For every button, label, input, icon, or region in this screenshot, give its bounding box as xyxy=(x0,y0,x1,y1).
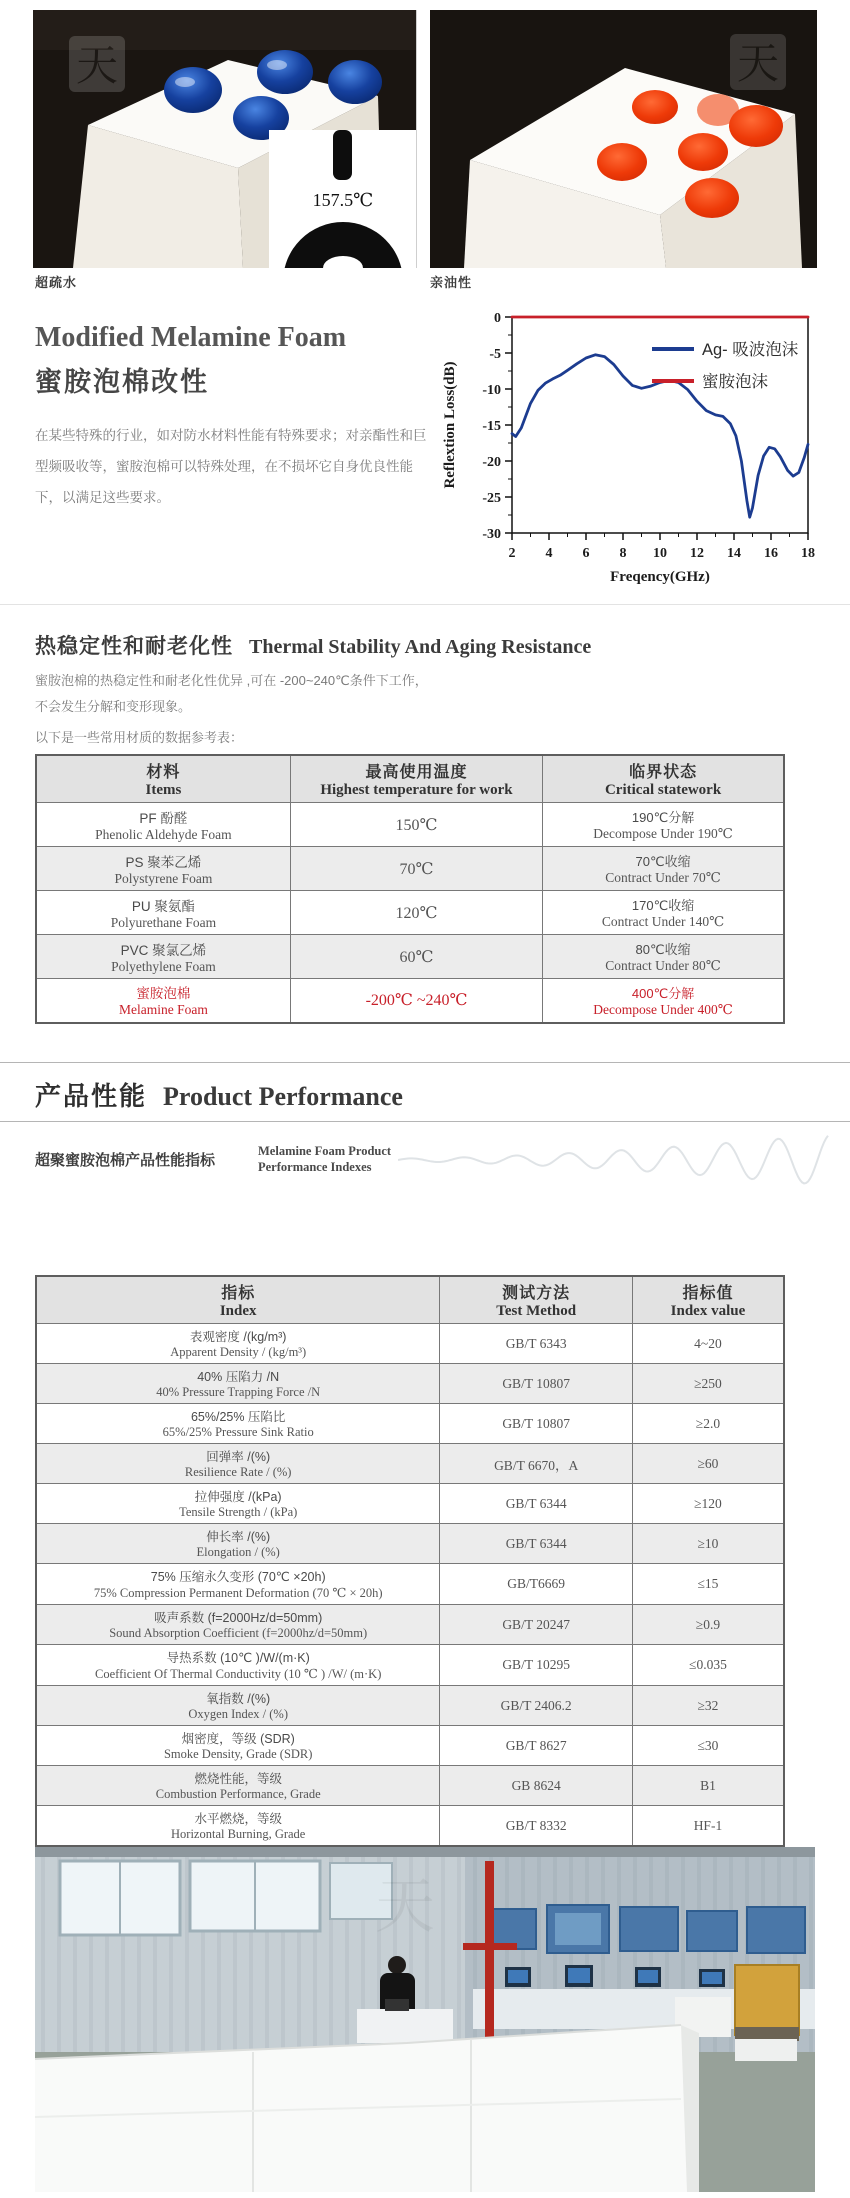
material-cell xyxy=(36,847,290,891)
index-zh: 回弹率 /(%) xyxy=(206,1450,271,1464)
foam-piece xyxy=(735,2039,797,2061)
state-zh: 80℃收缩 xyxy=(635,942,691,957)
index-value: ≥250 xyxy=(694,1375,722,1391)
x-tick-label: 12 xyxy=(690,546,704,561)
index-cell xyxy=(36,1686,440,1726)
table-row xyxy=(36,1806,784,1847)
x-tick-label: 18 xyxy=(801,546,815,561)
y-tick-label: -30 xyxy=(482,527,501,542)
state-en: Decompose Under 190℃ xyxy=(593,826,733,841)
temperature-value: 150℃ xyxy=(395,816,438,834)
temperature-cell xyxy=(290,935,542,979)
section-divider xyxy=(0,1121,850,1122)
thermal-header-cell xyxy=(543,755,784,803)
y-tick-label: -25 xyxy=(482,491,501,506)
value-cell xyxy=(632,1444,784,1484)
table-row xyxy=(36,935,784,979)
index-en: 75% Compression Permanent Deformation (70 ℃ × 20h) xyxy=(93,1586,383,1600)
method-cell xyxy=(440,1564,633,1605)
yellow-machine xyxy=(735,1965,799,2041)
material-zh: PF 酚醛 xyxy=(139,810,188,826)
table-row xyxy=(36,1686,784,1726)
thermal-paragraph-line1: 蜜胺泡棉的热稳定性和耐老化性优异 ,可在 -200~240℃条件下工作， xyxy=(35,673,428,688)
index-value: ≥60 xyxy=(697,1455,719,1471)
method-cell xyxy=(440,1444,633,1484)
performance-section-heading xyxy=(35,1076,403,1113)
header-zh: 测试方法 xyxy=(502,1285,571,1302)
material-en: Polystyrene Foam xyxy=(114,870,213,886)
header-en: Highest temperature for work xyxy=(320,782,513,798)
thermal-paragraph xyxy=(35,668,428,720)
reflection-loss-chart xyxy=(436,309,828,595)
index-value: ≥2.0 xyxy=(695,1415,721,1431)
thermal-header-cell xyxy=(290,755,542,803)
method-cell xyxy=(440,1806,633,1847)
method-cell xyxy=(440,1605,633,1645)
table-row xyxy=(36,1564,784,1605)
index-zh: 65%/25% 压陷比 xyxy=(190,1410,286,1424)
legend-label: 蜜胺泡沫 xyxy=(702,373,768,391)
index-cell xyxy=(36,1444,440,1484)
table-row xyxy=(36,1726,784,1766)
factory-photo xyxy=(35,1847,815,2192)
index-cell xyxy=(36,1726,440,1766)
material-zh: 蜜胺泡棉 xyxy=(136,986,191,1002)
value-cell xyxy=(632,1645,784,1686)
table-row xyxy=(36,1484,784,1524)
value-cell xyxy=(632,1605,784,1645)
hero-photo-superhydrophobic xyxy=(33,10,417,268)
performance-heading-zh: 产品性能 xyxy=(35,1081,148,1111)
material-cell xyxy=(36,935,290,979)
method-value: GB/T 20247 xyxy=(502,1616,570,1632)
method-cell xyxy=(440,1404,633,1444)
state-en: Contract Under 70℃ xyxy=(605,870,721,885)
thermal-table-intro: 以下是一些常用材质的数据参考表： xyxy=(35,730,244,745)
state-zh: 70℃收缩 xyxy=(635,854,691,869)
section-divider xyxy=(0,604,850,605)
performance-table xyxy=(35,1275,785,1847)
index-en: Tensile Strength / (kPa) xyxy=(179,1505,298,1519)
contact-angle-inset xyxy=(269,130,417,268)
table-row xyxy=(36,803,784,847)
temperature-value: 70℃ xyxy=(399,860,434,878)
table-row xyxy=(36,1766,784,1806)
value-cell xyxy=(632,1404,784,1444)
state-en: Decompose Under 400℃ xyxy=(593,1001,733,1017)
index-zh: 导热系数 (10℃ )/W/(m·K) xyxy=(166,1651,310,1665)
x-tick-label: 14 xyxy=(727,546,741,561)
x-tick-label: 10 xyxy=(653,546,667,561)
critical-state-cell xyxy=(543,979,784,1023)
wave-decoration xyxy=(398,1132,832,1193)
header-zh: 材料 xyxy=(146,764,181,781)
thermal-heading-zh: 热稳定性和耐老化性 xyxy=(35,635,233,658)
index-en: Smoke Density, Grade (SDR) xyxy=(163,1747,313,1761)
temperature-cell xyxy=(290,803,542,847)
table-row xyxy=(36,847,784,891)
x-tick-label: 2 xyxy=(508,546,516,561)
method-value: GB/T 10807 xyxy=(502,1375,570,1391)
header-zh: 最高使用温度 xyxy=(365,764,468,781)
method-cell xyxy=(440,1364,633,1404)
index-zh: 燃烧性能，等级 xyxy=(194,1772,282,1786)
index-en: Horizontal Burning, Grade xyxy=(171,1827,306,1841)
performance-header-cell xyxy=(440,1276,633,1324)
table-row xyxy=(36,1324,784,1364)
index-cell xyxy=(36,1605,440,1645)
thermal-table-header xyxy=(36,755,784,803)
header-zh: 临界状态 xyxy=(629,764,698,781)
method-value: GB/T 6344 xyxy=(505,1495,567,1511)
x-axis-title: Freqency(GHz) xyxy=(610,569,710,585)
y-tick-label: 0 xyxy=(494,311,501,326)
value-cell xyxy=(632,1324,784,1364)
y-tick-label: -5 xyxy=(489,347,501,362)
index-cell xyxy=(36,1564,440,1605)
index-zh: 伸长率 /(%) xyxy=(206,1530,271,1544)
modified-foam-title-zh: 蜜胺泡棉改性 xyxy=(35,367,209,397)
index-zh: 水平燃烧，等级 xyxy=(194,1812,282,1826)
table-row xyxy=(36,1444,784,1484)
critical-state-cell xyxy=(543,803,784,847)
index-value: HF-1 xyxy=(693,1817,723,1833)
photo-label-lipophilic: 亲油性 xyxy=(430,275,473,290)
watermark-logo xyxy=(69,36,125,92)
performance-header-cell xyxy=(36,1276,440,1324)
wave-path xyxy=(398,1136,828,1184)
header-en: Index xyxy=(219,1303,257,1319)
material-en: Melamine Foam xyxy=(118,1002,208,1018)
temperature-value: 120℃ xyxy=(395,904,438,922)
method-value: GB/T 2406.2 xyxy=(500,1697,572,1713)
method-value: GB/T 6343 xyxy=(505,1335,567,1351)
header-en: Items xyxy=(145,782,182,798)
temperature-value: 60℃ xyxy=(399,948,434,966)
photo-label-superhydrophobic: 超疏水 xyxy=(35,275,78,290)
index-cell xyxy=(36,1645,440,1686)
modified-foam-title-en: Modified Melamine Foam xyxy=(35,322,347,353)
index-cell xyxy=(36,1484,440,1524)
method-cell xyxy=(440,1324,633,1364)
table-header-row xyxy=(36,755,784,803)
index-en: Sound Absorption Coefficient (f=2000hz/d=50mm) xyxy=(109,1626,368,1640)
temperature-cell xyxy=(290,847,542,891)
index-en: Combustion Performance, Grade xyxy=(155,1787,321,1801)
index-en: Elongation / (%) xyxy=(196,1545,280,1559)
x-tick-label: 6 xyxy=(582,546,590,561)
value-cell xyxy=(632,1686,784,1726)
critical-state-cell xyxy=(543,847,784,891)
table-row xyxy=(36,1524,784,1564)
material-en: Phenolic Aldehyde Foam xyxy=(95,826,232,842)
superhydrophobic-foam-illustration xyxy=(33,10,417,268)
method-value: GB/T 8627 xyxy=(505,1737,567,1753)
index-zh: 拉伸强度 /(kPa) xyxy=(194,1490,282,1504)
index-value: ≤0.035 xyxy=(689,1657,727,1672)
critical-state-cell xyxy=(543,935,784,979)
material-cell xyxy=(36,803,290,847)
factory-scene-illustration xyxy=(35,1847,815,2192)
svg-text:天: 天 xyxy=(736,40,780,87)
index-cell xyxy=(36,1806,440,1847)
performance-header-cell xyxy=(632,1276,784,1324)
performance-table-header xyxy=(36,1276,784,1324)
method-cell xyxy=(440,1766,633,1806)
index-value: 4~20 xyxy=(694,1335,722,1351)
material-zh: PU 聚氨酯 xyxy=(131,898,195,914)
method-value: GB 8624 xyxy=(511,1777,561,1793)
index-value: ≥0.9 xyxy=(695,1616,721,1632)
value-cell xyxy=(632,1766,784,1806)
index-cell xyxy=(36,1364,440,1404)
wave-icon xyxy=(398,1132,832,1188)
table-row xyxy=(36,1645,784,1686)
index-value: ≥32 xyxy=(697,1697,719,1713)
contact-angle-value: 157.5℃ xyxy=(312,190,374,210)
state-zh: 400℃分解 xyxy=(631,985,695,1001)
index-value: ≤15 xyxy=(697,1576,719,1591)
performance-table-body xyxy=(36,1324,784,1847)
performance-subtitle-en-line2: Performance Indexes xyxy=(258,1160,372,1174)
table-row xyxy=(36,979,784,1023)
watermark-logo xyxy=(730,34,786,90)
legend-label: Ag- 吸波泡沫 xyxy=(702,341,799,359)
value-cell xyxy=(632,1484,784,1524)
index-en: 65%/25% Pressure Sink Ratio xyxy=(162,1425,314,1439)
state-zh: 170℃收缩 xyxy=(631,898,695,913)
method-value: GB/T 8332 xyxy=(505,1817,567,1833)
index-value: B1 xyxy=(700,1777,716,1793)
method-value: GB/T 6344 xyxy=(505,1535,567,1551)
temperature-cell xyxy=(290,979,542,1023)
x-tick-label: 16 xyxy=(764,546,778,561)
index-en: Resilience Rate / (%) xyxy=(184,1465,292,1479)
value-cell xyxy=(632,1806,784,1847)
y-tick-label: -15 xyxy=(482,419,501,434)
method-cell xyxy=(440,1524,633,1564)
material-zh: PS 聚苯乙烯 xyxy=(125,854,202,870)
thermal-paragraph-line2: 不会发生分解和变形现象。 xyxy=(35,699,192,714)
value-cell xyxy=(632,1726,784,1766)
x-tick-label: 8 xyxy=(619,546,627,561)
index-cell xyxy=(36,1524,440,1564)
index-en: Oxygen Index / (%) xyxy=(188,1707,288,1721)
thermal-heading-en: Thermal Stability And Aging Resistance xyxy=(249,636,592,658)
method-cell xyxy=(440,1686,633,1726)
index-value: ≥10 xyxy=(697,1535,719,1551)
method-value: GB/T6669 xyxy=(507,1576,566,1591)
line-chart xyxy=(436,309,828,595)
performance-subtitle-en xyxy=(258,1143,391,1175)
y-tick-label: -10 xyxy=(482,383,501,398)
index-en: 40% Pressure Trapping Force /N xyxy=(156,1385,321,1399)
index-zh: 烟密度，等级 (SDR) xyxy=(181,1732,295,1746)
header-en: Index value xyxy=(670,1303,746,1319)
value-cell xyxy=(632,1364,784,1404)
index-zh: 40% 压陷力 /N xyxy=(197,1370,280,1384)
y-tick-label: -20 xyxy=(482,455,501,470)
svg-text:天: 天 xyxy=(75,42,119,89)
thermal-section-heading xyxy=(35,630,591,660)
table-row xyxy=(36,1404,784,1444)
state-en: Contract Under 80℃ xyxy=(605,958,721,973)
y-axis-title: Reflextion Loss(dB) xyxy=(442,361,458,489)
index-zh: 75% 压缩永久变形 (70℃ ×20h) xyxy=(150,1570,326,1584)
material-zh: PVC 聚氯乙烯 xyxy=(120,942,207,958)
thermal-table xyxy=(35,754,785,1024)
lipophilic-foam-illustration xyxy=(430,10,817,268)
temperature-cell xyxy=(290,891,542,935)
performance-subtitle-en-line1: Melamine Foam Product xyxy=(258,1144,392,1158)
material-cell xyxy=(36,979,290,1023)
index-cell xyxy=(36,1766,440,1806)
header-en: Test Method xyxy=(496,1303,577,1319)
hero-photo-lipophilic xyxy=(430,10,817,268)
state-en: Contract Under 140℃ xyxy=(601,914,725,929)
method-cell xyxy=(440,1645,633,1686)
index-cell xyxy=(36,1404,440,1444)
watermark-logo: 天 xyxy=(375,1873,435,1940)
table-row xyxy=(36,1364,784,1404)
index-cell xyxy=(36,1324,440,1364)
method-value: GB/T 10807 xyxy=(502,1415,570,1431)
header-en: Critical statework xyxy=(604,782,722,798)
index-zh: 吸声系数 (f=2000Hz/d=50mm) xyxy=(154,1611,323,1625)
material-en: Polyurethane Foam xyxy=(110,914,217,930)
index-en: Apparent Density / (kg/m³) xyxy=(170,1345,307,1359)
performance-subtitle-zh: 超聚蜜胺泡棉产品性能指标 xyxy=(35,1152,216,1169)
material-cell xyxy=(36,891,290,935)
index-en: Coefficient Of Thermal Conductivity (10 ℃ ) /W/ (m·K) xyxy=(95,1667,382,1681)
modified-foam-paragraph: 在某些特殊的行业，如对防水材料性能有特殊要求；对亲酯性和巨型频吸收等，蜜胺泡棉可以特殊处理，在不损坏它自身优良性能下，以满足这些要求。 xyxy=(35,428,427,505)
method-cell xyxy=(440,1484,633,1524)
index-value: ≤30 xyxy=(697,1737,719,1753)
index-zh: 氧指数 /(%) xyxy=(206,1692,271,1706)
thermal-header-cell xyxy=(36,755,290,803)
method-cell xyxy=(440,1726,633,1766)
method-value: GB/T 10295 xyxy=(502,1657,570,1672)
method-value: GB/T 6670，A xyxy=(494,1457,579,1473)
value-cell xyxy=(632,1564,784,1605)
state-zh: 190℃分解 xyxy=(631,810,695,825)
table-header-row xyxy=(36,1276,784,1324)
value-cell xyxy=(632,1524,784,1564)
header-zh: 指标值 xyxy=(682,1285,734,1302)
temperature-value: -200℃ ~240℃ xyxy=(365,992,468,1010)
table-row xyxy=(36,891,784,935)
performance-heading-en: Product Performance xyxy=(163,1082,403,1111)
thermal-table-body xyxy=(36,803,784,1023)
critical-state-cell xyxy=(543,891,784,935)
material-en: Polyethylene Foam xyxy=(111,958,216,974)
index-value: ≥120 xyxy=(694,1495,722,1511)
x-tick-label: 4 xyxy=(545,546,553,561)
section-divider xyxy=(0,1062,850,1063)
header-zh: 指标 xyxy=(221,1285,256,1302)
index-zh: 表观密度 /(kg/m³) xyxy=(189,1330,287,1344)
table-row xyxy=(36,1605,784,1645)
